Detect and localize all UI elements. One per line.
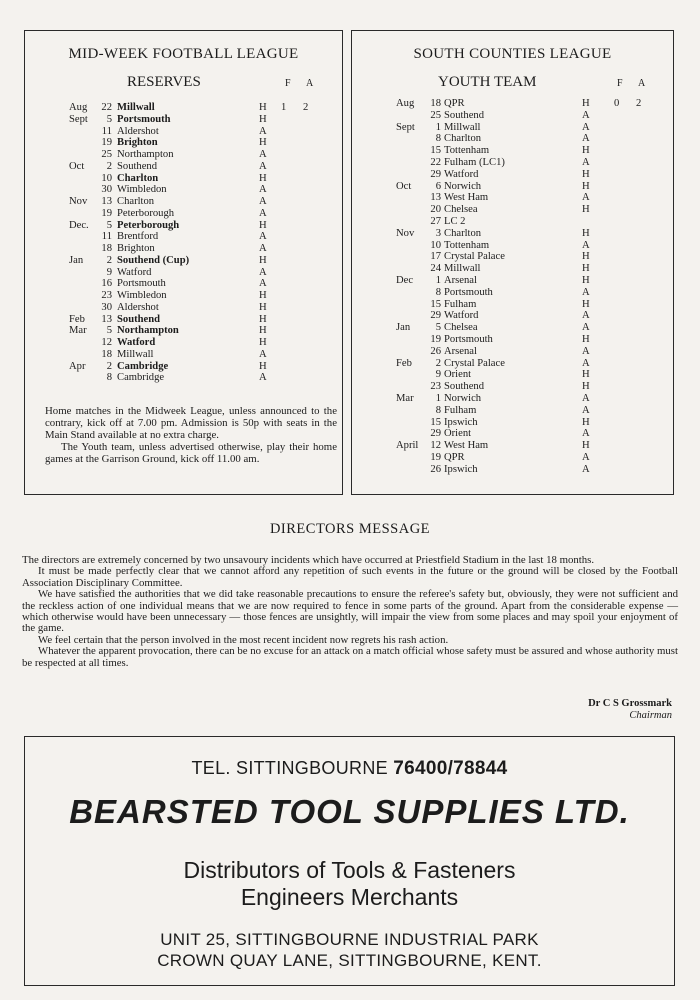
youth-fixture-row <box>396 464 666 476</box>
fixture-venue: H <box>582 369 590 381</box>
fixture-opponent: Wimbledon <box>117 184 167 196</box>
fixture-score-for: 0 <box>614 98 620 109</box>
fixture-day: 19 <box>430 333 441 345</box>
fixture-opponent: Millwall <box>117 348 154 360</box>
youth-fixture-row <box>396 157 666 169</box>
fixture-opponent: Southend <box>444 381 485 393</box>
youth-fixture-list <box>396 98 666 476</box>
reserves-fixtures-box <box>24 30 343 495</box>
fixture-opponent: Northampton <box>117 149 174 160</box>
fixture-day: 22 <box>101 102 112 113</box>
youth-fixture-row <box>396 405 666 417</box>
youth-fixture-row <box>396 299 666 311</box>
fixture-venue: A <box>582 156 590 168</box>
fixture-day: 3 <box>435 227 441 239</box>
fixture-day: 11 <box>101 231 112 243</box>
fixture-month: Nov <box>69 196 88 207</box>
fixture-month: Sept <box>396 121 415 133</box>
reserves-fixture-row <box>69 372 329 384</box>
fixture-day: 8 <box>435 404 441 416</box>
fixture-venue: A <box>259 348 267 360</box>
reserves-fixture-row <box>69 161 329 173</box>
advert-tel-label: TEL. SITTINGBOURNE <box>191 758 388 778</box>
youth-fixture-row <box>396 287 666 299</box>
fixture-venue: H <box>582 263 590 275</box>
fixture-opponent: West Ham <box>444 192 489 204</box>
fixture-opponent: Fulham <box>444 404 477 416</box>
youth-fixture-row <box>396 381 666 393</box>
fixture-day: 19 <box>101 137 112 149</box>
youth-fixture-row <box>396 251 666 263</box>
reserves-fixture-row <box>69 220 329 232</box>
reserves-note-kickoff: Home matches in the Midweek League, unless announced to the contrary, kick off at 7.00 pm. Admission is 50p with seats in the Main Stand available at no extra charge. <box>45 405 337 441</box>
fixture-venue: H <box>259 337 267 348</box>
fixture-month: Apr <box>69 360 86 372</box>
fixture-opponent: Tottenham <box>444 239 490 251</box>
fixture-day: 29 <box>430 428 441 440</box>
fixture-venue: A <box>582 428 590 440</box>
advert-telephone <box>25 758 674 780</box>
fixture-opponent: Wimbledon <box>117 290 167 301</box>
fixture-opponent: Chelsea <box>444 322 478 334</box>
fixture-venue: A <box>259 243 267 254</box>
fixture-opponent: Fulham (LC1) <box>444 156 505 168</box>
fixture-day: 22 <box>430 156 441 168</box>
fixture-day: 2 <box>106 254 112 266</box>
fixture-day: 5 <box>106 113 112 125</box>
fixture-opponent: Millwall <box>444 121 481 133</box>
fixture-opponent: Portsmouth <box>444 286 493 298</box>
reserves-fixture-row <box>69 278 329 290</box>
fixture-opponent: West Ham <box>444 440 489 452</box>
fixture-opponent: Brighton <box>117 243 155 254</box>
advert-tel-number: 76400/78844 <box>393 758 508 779</box>
fixture-day: 18 <box>101 243 112 254</box>
fixture-month: Mar <box>396 392 414 404</box>
reserves-fixture-row <box>69 126 329 138</box>
fixture-opponent: Norwich <box>444 392 482 404</box>
fixture-venue: H <box>259 290 267 301</box>
directors-paragraph: Whatever the apparent provocation, there can be no excuse for an attack on a match official whose safety must be assured and whose authority must be respected at all times. <box>22 645 678 669</box>
fixture-venue: H <box>582 180 590 192</box>
reserves-notes <box>45 405 337 465</box>
fixture-month: Jan <box>69 254 84 266</box>
fixture-day: 25 <box>430 109 441 121</box>
fixture-opponent: Norwich <box>444 180 482 192</box>
fixture-opponent: LC 2 <box>444 215 466 227</box>
reserves-fixture-row <box>69 267 329 279</box>
fixture-opponent: Aldershot <box>117 301 159 313</box>
youth-col-a: A <box>638 78 646 89</box>
fixture-day: 13 <box>101 196 112 207</box>
fixture-opponent: Southend <box>117 313 160 325</box>
fixture-day: 18 <box>101 348 112 360</box>
fixture-opponent: Portsmouth <box>444 333 493 345</box>
fixture-day: 13 <box>430 192 441 204</box>
fixture-opponent: Charlton <box>117 196 155 207</box>
youth-fixture-row <box>396 192 666 204</box>
fixture-venue: A <box>582 322 590 334</box>
fixture-venue: A <box>582 121 590 133</box>
fixture-month: Oct <box>396 180 412 192</box>
fixture-opponent: Arsenal <box>444 274 477 286</box>
fixture-venue: H <box>582 333 590 345</box>
signature-name: Dr C S Grossmark <box>588 698 672 709</box>
fixture-opponent: Cambridge <box>117 360 169 372</box>
youth-fixture-row <box>396 263 666 275</box>
directors-paragraph: It must be made perfectly clear that we cannot afford any repetition of such events in the future or the ground will be closed by the Football Association Disciplinary Committee. <box>22 565 678 589</box>
youth-fixture-row <box>396 440 666 452</box>
fixture-day: 15 <box>430 416 441 428</box>
fixture-day: 17 <box>430 251 441 263</box>
fixture-opponent: Southend (Cup) <box>117 254 190 266</box>
reserves-col-f: F <box>285 78 291 89</box>
directors-paragraph: We feel certain that the person involved in the most recent incident now regrets his rash action. <box>38 633 449 646</box>
fixture-opponent: QPR <box>444 451 465 463</box>
fixture-opponent: Ipswich <box>444 416 478 428</box>
fixture-day: 15 <box>430 145 441 157</box>
fixture-venue: H <box>259 172 267 184</box>
fixture-day: 2 <box>106 160 112 172</box>
fixture-venue: H <box>582 274 590 286</box>
advert-company-name: BEARSTED TOOL SUPPLIES LTD. <box>69 793 630 830</box>
fixture-opponent: Watford <box>117 337 156 348</box>
fixture-day: 1 <box>435 392 441 404</box>
fixture-opponent: Charlton <box>444 133 482 145</box>
youth-fixture-row <box>396 204 666 216</box>
fixture-venue: A <box>582 404 590 416</box>
fixture-day: 2 <box>106 360 112 372</box>
youth-fixture-row <box>396 417 666 429</box>
fixture-venue: H <box>259 325 267 337</box>
fixture-venue: H <box>582 98 590 109</box>
fixture-opponent: Southend <box>444 109 485 121</box>
fixture-opponent: Charlton <box>117 172 159 184</box>
youth-fixture-row <box>396 334 666 346</box>
fixture-opponent: Peterborough <box>117 219 180 231</box>
fixture-day: 19 <box>430 451 441 463</box>
fixture-venue: A <box>582 451 590 463</box>
fixture-month: April <box>396 440 419 452</box>
reserves-col-a: A <box>306 78 314 89</box>
fixture-day: 24 <box>430 263 441 275</box>
fixture-venue: A <box>582 310 590 322</box>
fixture-day: 5 <box>106 325 112 337</box>
fixture-month: Feb <box>396 357 412 369</box>
signature-role: Chairman <box>629 710 672 721</box>
fixture-venue: A <box>582 463 590 475</box>
directors-message-body <box>22 555 678 669</box>
fixture-opponent: Millwall <box>117 102 155 113</box>
youth-fixture-row <box>396 393 666 405</box>
fixture-day: 11 <box>101 125 112 137</box>
fixture-venue: H <box>259 301 267 313</box>
fixture-opponent: Crystal Palace <box>444 357 505 369</box>
fixture-day: 29 <box>430 168 441 180</box>
fixture-day: 26 <box>430 345 441 357</box>
reserves-fixture-row <box>69 325 329 337</box>
fixture-opponent: Portsmouth <box>117 113 171 125</box>
fixture-opponent: Orient <box>444 369 472 381</box>
fixture-opponent: Brighton <box>117 137 158 149</box>
reserves-fixture-row <box>69 137 329 149</box>
fixture-opponent: Aldershot <box>117 125 159 137</box>
fixture-day: 1 <box>435 121 441 133</box>
reserves-fixture-row <box>69 102 329 114</box>
fixture-opponent: Charlton <box>444 227 482 239</box>
fixture-day: 8 <box>435 286 441 298</box>
fixture-month: Jan <box>396 322 411 334</box>
youth-col-f: F <box>617 78 623 89</box>
youth-fixture-row <box>396 428 666 440</box>
reserves-subtitle: RESERVES <box>127 74 201 90</box>
youth-fixture-row <box>396 228 666 240</box>
fixture-day: 16 <box>101 278 112 290</box>
fixture-opponent: Watford <box>117 266 152 278</box>
reserves-fixture-row <box>69 149 329 161</box>
reserves-fixture-row <box>69 173 329 185</box>
advert-tagline-distributors: Distributors of Tools & Fasteners <box>183 857 516 883</box>
fixture-opponent: Millwall <box>444 263 481 275</box>
fixture-day: 27 <box>430 215 441 227</box>
fixture-opponent: Brentford <box>117 231 159 243</box>
fixture-venue: A <box>582 133 590 145</box>
youth-fixture-row <box>396 145 666 157</box>
reserves-fixture-row <box>69 290 329 302</box>
fixture-day: 10 <box>430 239 441 251</box>
reserves-fixture-row <box>69 302 329 314</box>
fixture-day: 1 <box>435 274 441 286</box>
fixture-venue: H <box>259 102 267 113</box>
youth-fixture-row <box>396 122 666 134</box>
youth-fixture-row <box>396 216 666 228</box>
fixture-day: 26 <box>430 463 441 475</box>
fixture-opponent: Portsmouth <box>117 278 166 290</box>
fixture-opponent: Tottenham <box>444 145 490 157</box>
fixture-day: 12 <box>101 337 112 348</box>
fixture-venue: A <box>259 196 267 207</box>
fixture-venue: H <box>259 313 267 325</box>
reserves-fixture-row <box>69 184 329 196</box>
fixture-day: 8 <box>435 133 441 145</box>
fixture-venue: H <box>582 298 590 310</box>
fixture-venue: A <box>259 184 267 196</box>
directors-paragraph: The directors are extremely concerned by two unsavoury incidents which have occurred at Priestfield Stadium in the last 18 months. <box>22 554 595 566</box>
fixture-score-against: 2 <box>303 102 309 113</box>
fixture-venue: A <box>259 149 267 160</box>
reserves-fixture-row <box>69 114 329 126</box>
reserves-league-title: MID-WEEK FOOTBALL LEAGUE <box>68 46 299 62</box>
fixture-opponent: Ipswich <box>444 463 478 475</box>
reserves-fixture-row <box>69 243 329 255</box>
fixture-day: 8 <box>106 372 112 384</box>
fixture-day: 6 <box>435 180 441 192</box>
fixture-venue: H <box>582 145 590 157</box>
fixture-venue: A <box>259 207 267 219</box>
fixture-day: 23 <box>101 290 112 301</box>
fixture-venue: H <box>582 440 590 452</box>
fixture-day: 25 <box>101 149 112 160</box>
fixture-month: Aug <box>69 102 88 113</box>
fixture-venue: H <box>582 204 590 216</box>
fixture-venue: A <box>582 345 590 357</box>
fixture-day: 13 <box>101 313 112 325</box>
fixture-venue: H <box>259 254 267 266</box>
fixture-day: 30 <box>101 301 112 313</box>
youth-fixture-row <box>396 310 666 322</box>
fixture-opponent: Fulham <box>444 298 477 310</box>
fixture-day: 9 <box>435 369 441 381</box>
reserves-note-youth: The Youth team, unless advertised otherwise, play their home games at the Garrison Ground, kick off 11.00 am. <box>45 441 337 465</box>
youth-fixture-row <box>396 358 666 370</box>
fixture-venue: H <box>582 416 590 428</box>
fixture-opponent: QPR <box>444 98 465 109</box>
fixture-opponent: Watford <box>444 310 479 322</box>
directors-paragraph: We have satisfied the authorities that we did take reasonable precautions to ensure the referee's safety but, obviously, they were not sufficient and the reckless action of one individual means that we are now required to fence in some parts of the ground. Apart from the considerable expense — which otherwise would have been unnecessary — those fences are unsightly, will impair the view from some places and may spoil your enjoyment of the game. <box>22 588 678 635</box>
fixture-score-for: 1 <box>281 102 287 113</box>
youth-fixture-row <box>396 240 666 252</box>
fixture-month: Dec <box>396 274 414 286</box>
fixture-day: 18 <box>430 98 441 109</box>
fixture-day: 20 <box>430 204 441 216</box>
fixture-day: 5 <box>435 322 441 334</box>
reserves-fixture-row <box>69 255 329 267</box>
fixture-venue: H <box>259 219 267 231</box>
advert-address-line-2: CROWN QUAY LANE, SITTINGBOURNE, KENT. <box>157 951 542 970</box>
reserves-fixture-row <box>69 314 329 326</box>
fixture-venue: A <box>582 109 590 121</box>
youth-fixture-row <box>396 452 666 464</box>
reserves-fixture-row <box>69 231 329 243</box>
reserves-fixture-row <box>69 361 329 373</box>
fixture-venue: H <box>259 113 267 125</box>
youth-fixtures-box <box>351 30 674 495</box>
fixture-day: 15 <box>430 298 441 310</box>
fixture-day: 23 <box>430 381 441 393</box>
fixture-day: 2 <box>435 357 441 369</box>
youth-fixture-row <box>396 133 666 145</box>
fixture-venue: A <box>259 231 267 243</box>
fixture-opponent: Crystal Palace <box>444 251 505 263</box>
fixture-venue: A <box>259 266 267 278</box>
fixture-day: 29 <box>430 310 441 322</box>
fixture-day: 12 <box>430 440 441 452</box>
reserves-fixture-row <box>69 208 329 220</box>
fixture-month: Nov <box>396 227 415 239</box>
reserves-fixture-list <box>69 102 329 384</box>
fixture-opponent: Peterborough <box>117 207 175 219</box>
fixture-venue: H <box>582 381 590 393</box>
fixture-opponent: Cambridge <box>117 372 165 384</box>
fixture-venue: A <box>259 160 267 172</box>
youth-fixture-row <box>396 98 666 110</box>
fixture-venue: A <box>582 357 590 369</box>
fixture-venue: A <box>582 286 590 298</box>
fixture-venue: H <box>582 227 590 239</box>
fixture-month: Sept <box>69 113 88 125</box>
advert-address-line-1: UNIT 25, SITTINGBOURNE INDUSTRIAL PARK <box>160 930 539 949</box>
fixture-month: Aug <box>396 98 415 109</box>
fixture-score-against: 2 <box>636 98 642 109</box>
fixture-venue: H <box>259 360 267 372</box>
fixture-opponent: Southend <box>117 160 158 172</box>
fixture-month: Feb <box>69 313 85 325</box>
fixture-venue: H <box>582 251 590 263</box>
youth-fixture-row <box>396 169 666 181</box>
fixture-venue: A <box>259 278 267 290</box>
fixture-day: 30 <box>101 184 112 196</box>
reserves-fixture-row <box>69 196 329 208</box>
youth-subtitle: YOUTH TEAM <box>438 74 537 90</box>
fixture-opponent: Orient <box>444 428 472 440</box>
fixture-opponent: Chelsea <box>444 204 478 216</box>
youth-fixture-row <box>396 275 666 287</box>
directors-message-title: DIRECTORS MESSAGE <box>269 521 431 537</box>
youth-fixture-row <box>396 369 666 381</box>
fixture-month: Dec. <box>69 219 89 231</box>
youth-league-title: SOUTH COUNTIES LEAGUE <box>413 46 612 62</box>
youth-fixture-row <box>396 346 666 358</box>
fixture-opponent: Watford <box>444 168 479 180</box>
fixture-day: 10 <box>101 172 112 184</box>
advertisement-box <box>24 736 675 986</box>
reserves-fixture-row <box>69 337 329 349</box>
fixture-venue: A <box>259 372 267 384</box>
fixture-day: 9 <box>106 266 112 278</box>
fixture-venue: A <box>259 125 267 137</box>
fixture-venue: H <box>259 137 267 149</box>
fixture-month: Mar <box>69 325 87 337</box>
fixture-venue: A <box>582 392 590 404</box>
youth-fixture-row <box>396 322 666 334</box>
youth-fixture-row <box>396 110 666 122</box>
reserves-fixture-row <box>69 349 329 361</box>
fixture-venue: A <box>582 239 590 251</box>
fixture-month: Oct <box>69 160 85 172</box>
fixture-day: 19 <box>101 207 112 219</box>
advert-tagline-merchants: Engineers Merchants <box>240 884 459 910</box>
fixture-opponent: Arsenal <box>444 345 477 357</box>
fixture-venue: A <box>582 192 590 204</box>
fixture-venue: H <box>582 168 590 180</box>
youth-fixture-row <box>396 181 666 193</box>
fixture-opponent: Northampton <box>117 325 179 337</box>
fixture-day: 5 <box>106 219 112 231</box>
